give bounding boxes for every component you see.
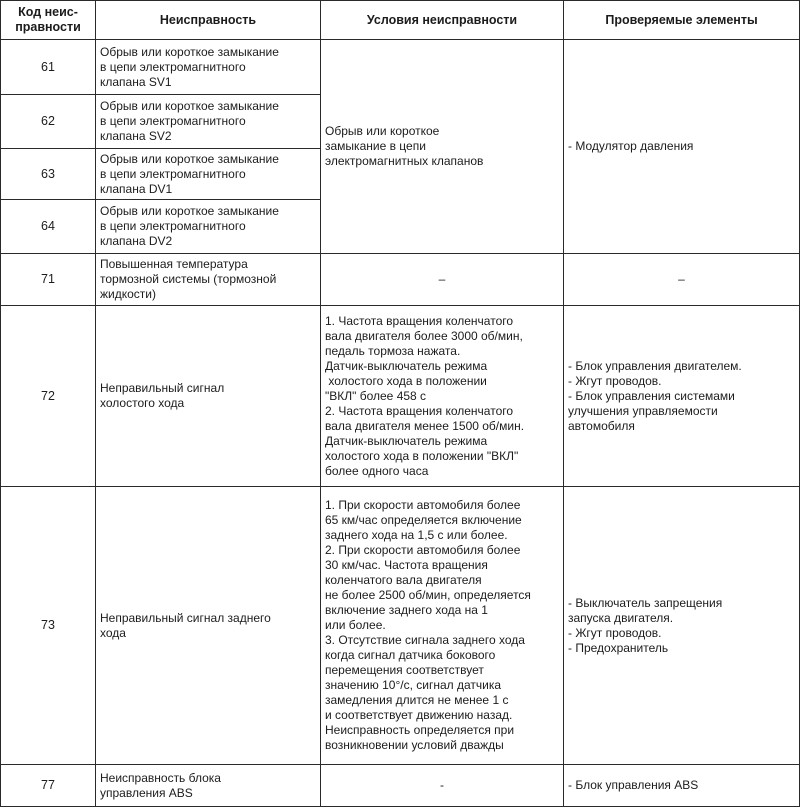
fault-line: управления ABS [100, 785, 193, 800]
fault-code-value: 62 [41, 114, 55, 128]
header-code-line: правности [15, 20, 81, 34]
condition-line: Датчик-выключатель режима [325, 433, 488, 448]
header-conditions-label: Условия неисправности [366, 12, 518, 27]
condition-line: 1. При скорости автомобиля более [325, 498, 521, 512]
condition-line: заднего хода на 1,5 с или более. [325, 528, 508, 542]
condition-line: вала двигателя более 3000 об/мин, [325, 328, 523, 343]
fault-code [1, 149, 95, 199]
fault-line: тормозной системы (тормозной [100, 272, 277, 286]
condition-line: включение заднего хода на 1 [325, 603, 488, 617]
condition-line: 2. Частота вращения коленчатого [325, 403, 514, 418]
checked-elements [564, 254, 799, 305]
fault-description [96, 254, 320, 305]
checked-elements [564, 306, 799, 486]
element-line: – [678, 272, 685, 286]
header-code-line: Код неис- [18, 5, 78, 19]
fault-description [96, 200, 320, 253]
fault-line: Неисправность блока [100, 770, 221, 785]
fault-line: в цепи электромагнитного [100, 219, 246, 233]
merged-elements [564, 40, 799, 253]
fault-line: клапана DV2 [100, 234, 173, 248]
header-fault [96, 1, 320, 39]
fault-description [96, 40, 320, 94]
condition-line: 3. Отсутствие сигнала заднего хода [325, 633, 525, 647]
condition-line: электромагнитных клапанов [325, 154, 484, 168]
element-line: - Предохранитель [568, 640, 669, 655]
element-line: улучшения управляемости [568, 403, 718, 418]
element-line: автомобиля [568, 418, 635, 433]
header-conditions [321, 1, 563, 39]
element-line: - Жгут проводов. [568, 625, 662, 640]
condition-line: Обрыв или короткое [325, 124, 440, 138]
fault-description [96, 306, 320, 486]
condition-line: 2. При скорости автомобиля более [325, 543, 521, 557]
fault-conditions [321, 487, 563, 764]
condition-line: или более. [325, 618, 386, 632]
element-line: - Блок управления ABS [568, 778, 699, 792]
fault-code-value: 77 [41, 778, 55, 792]
condition-line: когда сигнал датчика бокового [325, 648, 496, 662]
fault-line: в цепи электромагнитного [100, 114, 246, 128]
checked-elements [564, 765, 799, 806]
fault-code [1, 765, 95, 806]
fault-line: Обрыв или короткое замыкание [100, 151, 279, 166]
fault-code [1, 40, 95, 94]
fault-line: в цепи электромагнитного [100, 166, 246, 181]
fault-conditions [321, 254, 563, 305]
merged-conditions [321, 40, 563, 253]
element-line: - Модулятор давления [568, 139, 694, 153]
fault-code [1, 487, 95, 764]
condition-line: 1. Частота вращения коленчатого [325, 313, 514, 328]
condition-line: перемещения соответствует [325, 663, 484, 677]
fault-line: Неправильный сигнал заднего [100, 610, 271, 625]
fault-code [1, 254, 95, 305]
condition-line: возникновении условий дважды [325, 738, 504, 752]
element-line: - Жгут проводов. [568, 373, 662, 388]
element-line: - Блок управления двигателем. [568, 358, 742, 373]
condition-line: - [440, 778, 444, 792]
fault-line: хода [100, 625, 126, 640]
fault-conditions [321, 765, 563, 806]
fault-line: клапана SV2 [100, 129, 172, 143]
fault-line: клапана SV1 [100, 74, 172, 89]
condition-line: "ВКЛ" более 458 с [325, 388, 427, 403]
condition-line: не более 2500 об/мин, определяется [325, 588, 531, 602]
condition-line: холостого хода в положении [325, 373, 487, 388]
condition-line: 30 км/час. Частота вращения [325, 558, 488, 572]
fault-line: в цепи электромагнитного [100, 59, 246, 74]
header-elements [564, 1, 799, 39]
fault-description [96, 487, 320, 764]
checked-elements [564, 487, 799, 764]
condition-line: вала двигателя менее 1500 об/мин. [325, 418, 525, 433]
fault-line: Обрыв или короткое замыкание [100, 99, 279, 113]
fault-code [1, 95, 95, 148]
fault-line: Обрыв или короткое замыкание [100, 44, 279, 59]
fault-description [96, 765, 320, 806]
condition-line: коленчатого вала двигателя [325, 573, 482, 587]
condition-line: Неисправность определяется при [325, 723, 515, 737]
condition-line: замедления длится не менее 1 с [325, 693, 509, 707]
fault-code-value: 71 [41, 272, 55, 286]
fault-line: Обрыв или короткое замыкание [100, 204, 279, 218]
fault-code-value: 64 [41, 219, 55, 233]
condition-line: значению 10°/с, сигнал датчика [325, 678, 502, 692]
fault-conditions [321, 306, 563, 486]
fault-code-value: 73 [41, 618, 55, 632]
fault-line: Неправильный сигнал [100, 381, 225, 395]
fault-line: Повышенная температура [100, 257, 248, 271]
condition-line: 65 км/час определяется включение [325, 513, 522, 527]
condition-line: замыкание в цепи [325, 139, 426, 153]
fault-line: клапана DV1 [100, 181, 173, 196]
element-line: запуска двигателя. [568, 610, 674, 625]
fault-line: холостого хода [100, 396, 185, 410]
element-line: - Выключатель запрещения [568, 595, 723, 610]
fault-code-value: 63 [41, 166, 55, 181]
condition-line: и соответствует движению назад. [325, 708, 513, 722]
header-fault-label: Неисправность [159, 12, 257, 27]
fault-description [96, 95, 320, 148]
fault-code [1, 306, 95, 486]
condition-line: Датчик-выключатель режима [325, 358, 488, 373]
header-code [1, 1, 95, 39]
condition-line: – [438, 272, 446, 286]
fault-code [1, 200, 95, 253]
condition-line: более одного часа [325, 463, 429, 478]
fault-code-value: 61 [41, 59, 55, 74]
fault-description [96, 149, 320, 199]
condition-line: холостого хода в положении "ВКЛ" [325, 448, 519, 463]
fault-code-value: 72 [41, 388, 55, 403]
header-elements-label: Проверяемые элементы [605, 12, 758, 27]
condition-line: педаль тормоза нажата. [325, 343, 461, 358]
fault-line: жидкости) [100, 287, 156, 301]
element-line: - Блок управления системами [568, 388, 735, 403]
